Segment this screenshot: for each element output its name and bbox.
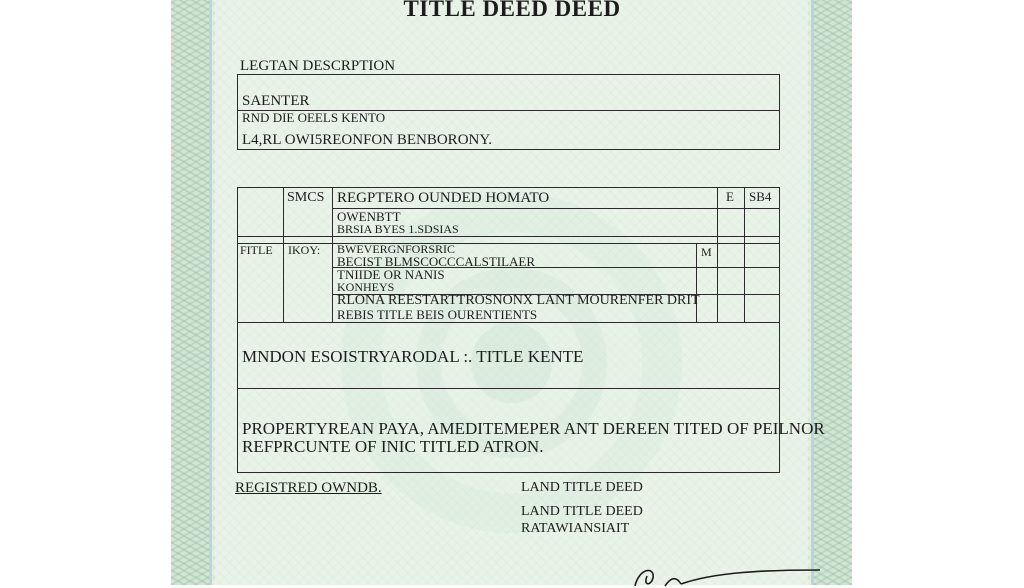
side-title: FITLE bbox=[240, 243, 273, 257]
owner-line-1: OWENBTT bbox=[337, 209, 401, 224]
ornamental-border-right bbox=[811, 0, 852, 585]
owner-line-2: BRSIA BYES 1.SDSIAS bbox=[337, 222, 459, 236]
side-code: IKOY: bbox=[288, 243, 321, 257]
footer-line-3: RATAWIANSIAIT bbox=[521, 521, 630, 536]
table-row-4: KONHEYS bbox=[337, 280, 395, 294]
col-m: M bbox=[701, 245, 712, 259]
table-col-rule bbox=[696, 243, 697, 322]
document-title: TITLE DEED DEED bbox=[403, 0, 621, 21]
header-sb: SB4 bbox=[749, 189, 772, 204]
legal-line-3: L4,RL OWI5REONFON BENBORONY. bbox=[242, 132, 493, 148]
table-row-3: TNIIDE OR NANIS bbox=[337, 267, 445, 282]
footer-line-1: LAND TITLE DEED bbox=[521, 480, 643, 495]
table-row-1: BWEVERGNFORSRIC bbox=[337, 242, 456, 256]
ornamental-border-left bbox=[171, 0, 212, 585]
table-col-rule bbox=[717, 187, 718, 322]
table-col-rule bbox=[332, 187, 333, 322]
table-rule bbox=[237, 236, 780, 237]
table-rule bbox=[237, 388, 780, 389]
footer-line-2: LAND TITLE DEED bbox=[521, 504, 643, 519]
legal-line-2: RND DIE OEELS KENTO bbox=[242, 110, 386, 125]
table-row-2: BECIST BLMSCOCCCALSTILAER bbox=[337, 254, 536, 269]
property-line-2: REFPRCUNTE OF INIC TITLED ATRON. bbox=[242, 437, 544, 456]
header-e: E bbox=[726, 189, 734, 204]
table-row-5: RLONA REESTARTTROSNONX LANT MOURENFER DRIT bbox=[337, 293, 700, 308]
table-col-rule bbox=[283, 187, 284, 322]
header-description: REGPTERO OUNDED HOMATO bbox=[337, 190, 550, 206]
legal-description-label: LEGTAN DESCRPTION bbox=[240, 58, 396, 74]
mention-line: MNDON ESOISTRYARODAL :. TITLE KENTE bbox=[242, 347, 584, 366]
signature-mark bbox=[625, 558, 825, 588]
property-line-1: PROPERTYREAN PAYA, AMEDITEMEPER ANT DEREEN TITED OF PEILNOR bbox=[242, 419, 825, 438]
header-code: SMCS bbox=[287, 190, 325, 205]
registered-owner-label: REGISTRED OWNDB. bbox=[235, 480, 382, 496]
table-col-rule bbox=[744, 187, 745, 322]
legal-line-1: SAENTER bbox=[242, 93, 310, 109]
table-row-6: REBIS TITLE BEIS OURENTIENTS bbox=[337, 307, 538, 322]
